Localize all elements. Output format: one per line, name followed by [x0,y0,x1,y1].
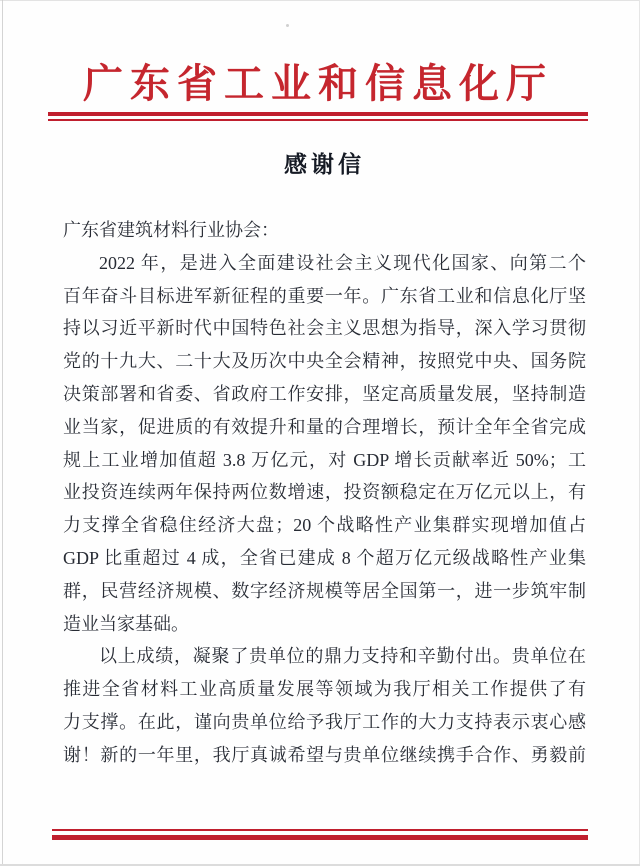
letterhead-divider [48,112,588,121]
body-line: 党的十九大、二十大及历次中央全会精神，按照党中央、国务院 [63,351,586,372]
body-line: 以上成绩，凝聚了贵单位的鼎力支持和辛勤付出。贵单位在 [99,646,586,667]
body-line: 百年奋斗目标进军新征程的重要一年。广东省工业和信息化厅坚 [63,285,586,306]
footer-divider [52,829,588,840]
body-line: 业投资连续两年保持两位数增速，投资额稳定在万亿元以上，有 [63,482,586,503]
document-title: 感谢信 [284,152,365,177]
body-line: 谢！新的一年里，我厅真诚希望与贵单位继续携手合作、勇毅前 [63,744,586,765]
body-line: 力支撑全省稳住经济大盘；20 个战略性产业集群实现增加值占 [63,515,586,536]
body-line: 推进全省材料工业高质量发展等领域为我厅相关工作提供了有 [63,679,586,700]
body-line: 力支撑。在此，谨向贵单位给予我厅工作的大力支持表示衷心感 [63,711,586,732]
body-line: 决策部署和省委、省政府工作安排，坚定高质量发展，坚持制造 [63,383,586,404]
body-line: 2022 年，是进入全面建设社会主义现代化国家、向第二个 [99,252,586,273]
body-line: 业当家，促进质的有效提升和量的合理增长，预计全年全省完成 [63,416,586,437]
body-line: 规上工业增加值超 3.8 万亿元，对 GDP 增长贡献率近 50%；工 [63,449,586,470]
body-line: GDP 比重超过 4 成，全省已建成 8 个超万亿元级战略性产业集 [63,547,586,568]
body-line: 群，民营经济规模、数字经济规模等居全国第一，进一步筑牢制 [63,580,586,601]
scan-edge-left [2,0,3,866]
scan-speck-artifact [286,24,289,27]
body-line: 持以习近平新时代中国特色社会主义思想为指导，深入学习贯彻 [63,318,586,339]
letterhead-divider-thin-bar [48,119,588,121]
letterhead-org-name: 广东省工业和信息化厅 [83,61,553,106]
letter-body [63,214,586,772]
body-line: 造业当家基础。 [63,613,189,634]
scan-edge-top [0,0,640,1]
body-line: 广东省建筑材料行业协会： [63,220,279,240]
footer-divider-thick-bar [52,835,588,840]
